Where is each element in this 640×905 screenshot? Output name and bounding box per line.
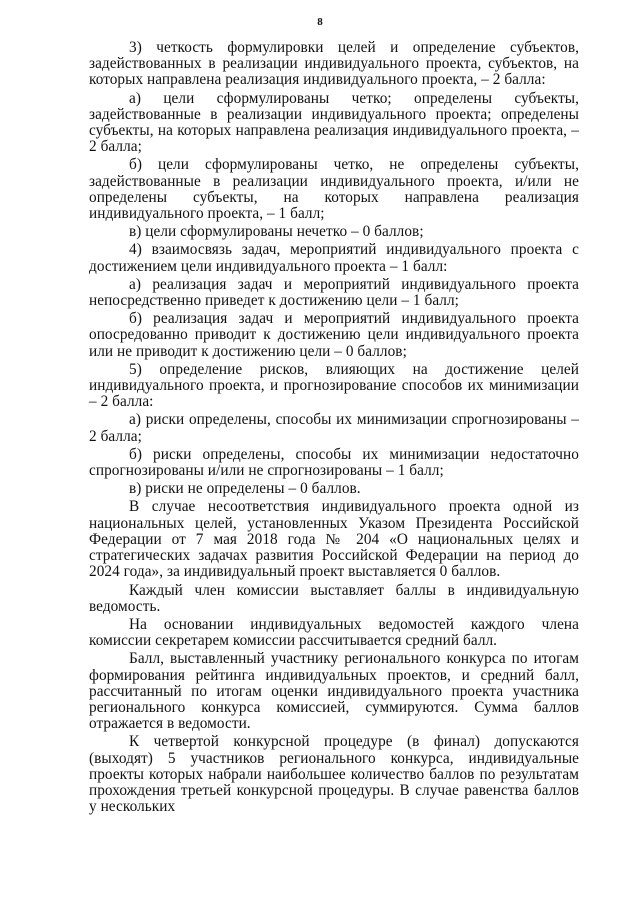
criterion-3-paragraph: 3) четкость формулировки целей и определение субъектов, задействованных в реализации индивидуального проекта, субъектов, на которых направлена реализация индивидуального проекта, – 2 балла: [89, 39, 579, 89]
score-summation-paragraph: Балл, выставленный участнику регионального конкурса по итогам формирования рейтинга индивидуальных проектов, и средний балл, рассчитанный по итогам оценки индивидуального проекта участника регионального конкурса комиссией, суммируются. Сумма баллов отражается в ведомости. [89, 650, 579, 733]
national-goals-paragraph: В случае несоответствия индивидуального проекта одной из национальных целей, установленных Указом Президента Российской Федерации от 7 мая 2018 года № 204 «О национальных целях и стратегических задачах развития Российской Федерации на период до 2024 года», за индивидуальный проект выставляется 0 баллов. [89, 498, 579, 581]
commission-scoring-paragraph: Каждый член комиссии выставляет баллы в индивидуальную ведомость. [89, 581, 579, 615]
criterion-5-paragraph: 5) определение рисков, влияющих на достижение целей индивидуального проекта, и прогнозирование способов их минимизации – 2 балла: [89, 360, 579, 411]
criterion-4a-paragraph: а) реализация задач и мероприятий индивидуального проекта непосредственно приведет к достижению цели – 1 балл; [89, 275, 579, 310]
average-score-paragraph: На основании индивидуальных ведомостей каждого члена комиссии секретарем комиссии рассчитывается средний балл. [89, 615, 579, 650]
criterion-5a-paragraph: а) риски определены, способы их минимизации спрогнозированы – 2 балла; [89, 411, 579, 445]
criterion-3c-paragraph: в) цели сформулированы нечетко – 0 баллов; [129, 223, 424, 241]
criterion-3b-paragraph: б) цели сформулированы четко, не определены субъекты, задействованные в реализации индивидуального проекта, и/или не определены субъекты, на которых направлена реализация индивидуального проекта, – 1 балл; [89, 156, 579, 223]
criterion-4b-paragraph: б) реализация задач и мероприятий индивидуального проекта опосредованно приводит к достижению цели индивидуального проекта или не приводит к достижению цели – 0 баллов; [89, 310, 579, 360]
criterion-4-paragraph: 4) взаимосвязь задач, мероприятий индивидуального проекта с достижением цели индивидуального проекта – 1 балл: [89, 241, 579, 275]
final-admission-paragraph: К четвертой конкурсной процедуре (в финал) допускаются (выходят) 5 участников регионального конкурса, индивидуальные проекты которых набрали наибольшее количество баллов по результатам прохождения третьей конкурсной процедуры. В случае равенства баллов у нескольких [89, 733, 579, 816]
document-body [89, 40, 579, 817]
criterion-3a-paragraph: а) цели сформулированы четко; определены субъекты, задействованные в реализации индивидуального проекта; определены субъекты, на которых направлена реализация индивидуального проекта, – 2 балла; [89, 89, 579, 156]
criterion-5b-paragraph: б) риски определены, способы их минимизации недостаточно спрогнозированы и/или не спрогнозированы – 1 балл; [89, 445, 579, 480]
page-number: 8 [317, 16, 323, 28]
criterion-5c-paragraph: в) риски не определены – 0 баллов. [129, 480, 361, 498]
